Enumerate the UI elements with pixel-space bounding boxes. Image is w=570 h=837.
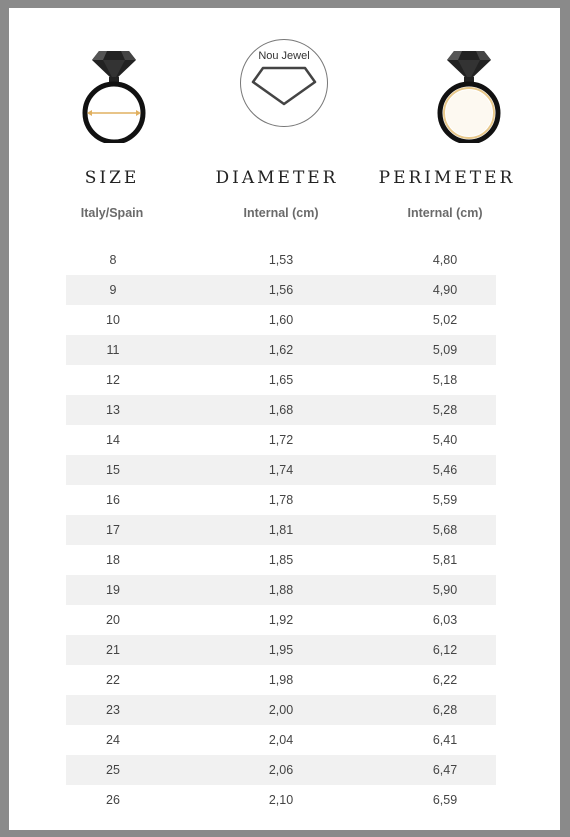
- cell-diameter: 2,06: [268, 763, 294, 777]
- cell-size: 21: [106, 643, 120, 657]
- cell-diameter: 2,10: [268, 793, 294, 807]
- cell-size: 26: [106, 793, 120, 807]
- table-row: [66, 515, 496, 545]
- ring-diameter-icon: [69, 43, 159, 143]
- cell-diameter: 1,95: [268, 643, 294, 657]
- ring-perimeter-illustration: [389, 18, 549, 168]
- diamond-outline-icon: [249, 64, 319, 106]
- cell-diameter: 1,98: [268, 673, 294, 687]
- cell-diameter: 1,53: [268, 253, 294, 267]
- cell-diameter: 1,62: [268, 343, 294, 357]
- cell-perimeter: 5,09: [432, 343, 458, 357]
- icons-row: [9, 8, 560, 168]
- subheader-size: Italy/Spain: [80, 206, 144, 220]
- table-row: [66, 485, 496, 515]
- table-row: [66, 395, 496, 425]
- header-diameter: DIAMETER: [215, 168, 339, 188]
- cell-diameter: 1,60: [268, 313, 294, 327]
- cell-size: 10: [106, 313, 120, 327]
- cell-diameter: 2,04: [268, 733, 294, 747]
- table-row: [66, 785, 496, 815]
- cell-diameter: 1,74: [268, 463, 294, 477]
- cell-diameter: 1,92: [268, 613, 294, 627]
- cell-size: 18: [106, 553, 120, 567]
- ring-diameter-illustration: [34, 18, 194, 168]
- cell-size: 22: [106, 673, 120, 687]
- cell-perimeter: 6,12: [432, 643, 458, 657]
- cell-size: 25: [106, 763, 120, 777]
- cell-perimeter: 5,90: [432, 583, 458, 597]
- cell-size: 11: [106, 343, 120, 357]
- table-row: [66, 545, 496, 575]
- ring-perimeter-icon: [424, 43, 514, 143]
- cell-perimeter: 5,59: [432, 493, 458, 507]
- cell-perimeter: 5,40: [432, 433, 458, 447]
- table-row: [66, 305, 496, 335]
- column-subheaders: [9, 206, 560, 226]
- table-row: [66, 335, 496, 365]
- cell-diameter: 1,88: [268, 583, 294, 597]
- table-row: [66, 455, 496, 485]
- cell-diameter: 1,65: [268, 373, 294, 387]
- subheader-diameter: Internal (cm): [243, 206, 319, 220]
- column-headers: [9, 168, 560, 198]
- cell-size: 20: [106, 613, 120, 627]
- table-row: [66, 275, 496, 305]
- cell-perimeter: 5,28: [432, 403, 458, 417]
- cell-size: 17: [106, 523, 120, 537]
- table-row: [66, 245, 496, 275]
- cell-size: 19: [106, 583, 120, 597]
- cell-perimeter: 6,22: [432, 673, 458, 687]
- cell-perimeter: 5,46: [432, 463, 458, 477]
- cell-diameter: 2,00: [268, 703, 294, 717]
- table-row: [66, 665, 496, 695]
- table-row: [66, 635, 496, 665]
- cell-perimeter: 5,68: [432, 523, 458, 537]
- cell-perimeter: 6,41: [432, 733, 458, 747]
- cell-size: 9: [109, 283, 117, 297]
- cell-perimeter: 4,80: [432, 253, 458, 267]
- table-row: [66, 605, 496, 635]
- cell-diameter: 1,78: [268, 493, 294, 507]
- cell-perimeter: 6,28: [432, 703, 458, 717]
- brand-logo: [204, 18, 364, 168]
- logo-text: Nou Jewel: [258, 50, 310, 62]
- cell-diameter: 1,68: [268, 403, 294, 417]
- size-table: [66, 245, 496, 815]
- cell-size: 8: [109, 253, 117, 267]
- cell-size: 15: [106, 463, 120, 477]
- cell-size: 13: [106, 403, 120, 417]
- header-size: SIZE: [84, 168, 140, 188]
- logo-circle: [240, 39, 328, 127]
- cell-perimeter: 5,02: [432, 313, 458, 327]
- cell-diameter: 1,56: [268, 283, 294, 297]
- cell-diameter: 1,85: [268, 553, 294, 567]
- table-row: [66, 365, 496, 395]
- cell-size: 14: [106, 433, 120, 447]
- header-perimeter: PERIMETER: [378, 168, 516, 188]
- cell-perimeter: 5,18: [432, 373, 458, 387]
- table-row: [66, 425, 496, 455]
- cell-size: 12: [106, 373, 120, 387]
- cell-perimeter: 6,03: [432, 613, 458, 627]
- cell-size: 24: [106, 733, 120, 747]
- cell-diameter: 1,81: [268, 523, 294, 537]
- table-row: [66, 725, 496, 755]
- cell-perimeter: 4,90: [432, 283, 458, 297]
- cell-size: 23: [106, 703, 120, 717]
- table-row: [66, 695, 496, 725]
- size-chart-sheet: [9, 8, 560, 830]
- cell-perimeter: 5,81: [432, 553, 458, 567]
- cell-perimeter: 6,59: [432, 793, 458, 807]
- cell-diameter: 1,72: [268, 433, 294, 447]
- table-row: [66, 575, 496, 605]
- cell-perimeter: 6,47: [432, 763, 458, 777]
- subheader-perimeter: Internal (cm): [407, 206, 483, 220]
- table-row: [66, 755, 496, 785]
- cell-size: 16: [106, 493, 120, 507]
